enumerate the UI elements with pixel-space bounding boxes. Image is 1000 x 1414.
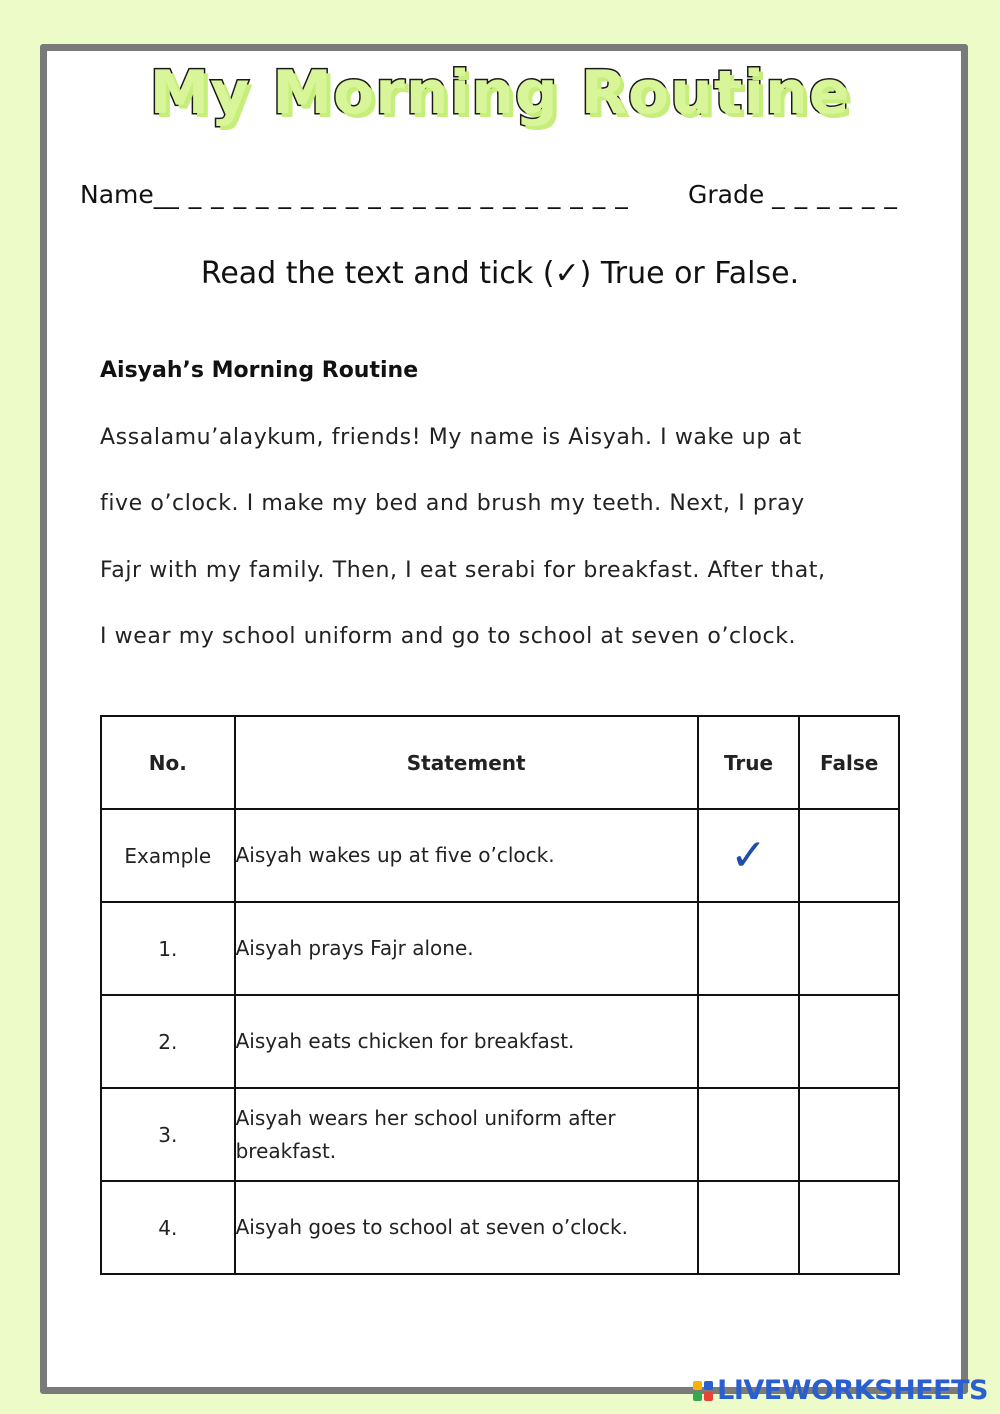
true-checkbox[interactable] [698,809,800,902]
table-row [101,902,899,995]
name-blank-line[interactable]: _ _ _ _ _ _ _ _ _ _ _ _ _ _ _ _ _ _ _ _ _ [166,180,629,209]
grade-field[interactable] [688,180,898,209]
table-row [101,1181,899,1274]
table-row [101,1088,899,1181]
instruction-text: Read the text and tick (✓) True or False. [200,256,800,291]
row-number: 1. [101,902,235,995]
header-statement: Statement [235,716,698,809]
story-title: Aisyah’s Morning Routine [100,358,419,383]
logo-text: LIVEWORKSHEETS [717,1375,988,1406]
table-header-row [101,716,899,809]
story-line: Assalamu’alaykum, friends! My name is Aisyah. I wake up at [100,425,802,450]
row-statement: Aisyah prays Fajr alone. [235,902,698,995]
header-true: True [698,716,800,809]
row-number: 4. [101,1181,235,1274]
row-number: 3. [101,1088,235,1181]
row-statement: Aisyah wakes up at five o’clock. [235,809,698,902]
name-label: Name_ [80,180,167,209]
table-row [101,995,899,1088]
false-checkbox[interactable] [799,902,899,995]
true-checkbox[interactable] [698,1181,800,1274]
name-field[interactable] [80,180,629,209]
false-checkbox[interactable] [799,809,899,902]
header-false: False [799,716,899,809]
false-checkbox[interactable] [799,1181,899,1274]
false-checkbox[interactable] [799,1088,899,1181]
story-line: I wear my school uniform and go to school at seven o’clock. [100,624,797,649]
story-line: Fajr with my family. Then, I eat serabi for breakfast. After that, [100,558,826,583]
liveworksheets-logo[interactable] [693,1375,988,1406]
row-statement: Aisyah eats chicken for breakfast. [235,995,698,1088]
row-number: 2. [101,995,235,1088]
row-statement: Aisyah goes to school at seven o’clock. [235,1181,698,1274]
true-checkbox[interactable] [698,995,800,1088]
grade-label: Grade [688,180,773,209]
row-number: Example [101,809,235,902]
true-false-table [100,715,900,1275]
true-checkbox[interactable] [698,902,800,995]
header-no: No. [101,716,235,809]
story-line: five o’clock. I make my bed and brush my teeth. Next, I pray [100,491,805,516]
false-checkbox[interactable] [799,995,899,1088]
true-checkbox[interactable] [698,1088,800,1181]
grade-blank-line[interactable]: _ _ _ _ _ _ [772,180,898,209]
page-title: My Morning Routine [149,58,851,128]
check-mark-icon: ✓ [730,830,767,881]
liveworksheets-logo-icon [693,1381,713,1401]
table-row [101,809,899,902]
row-statement: Aisyah wears her school uniform after breakfast. [235,1088,698,1181]
